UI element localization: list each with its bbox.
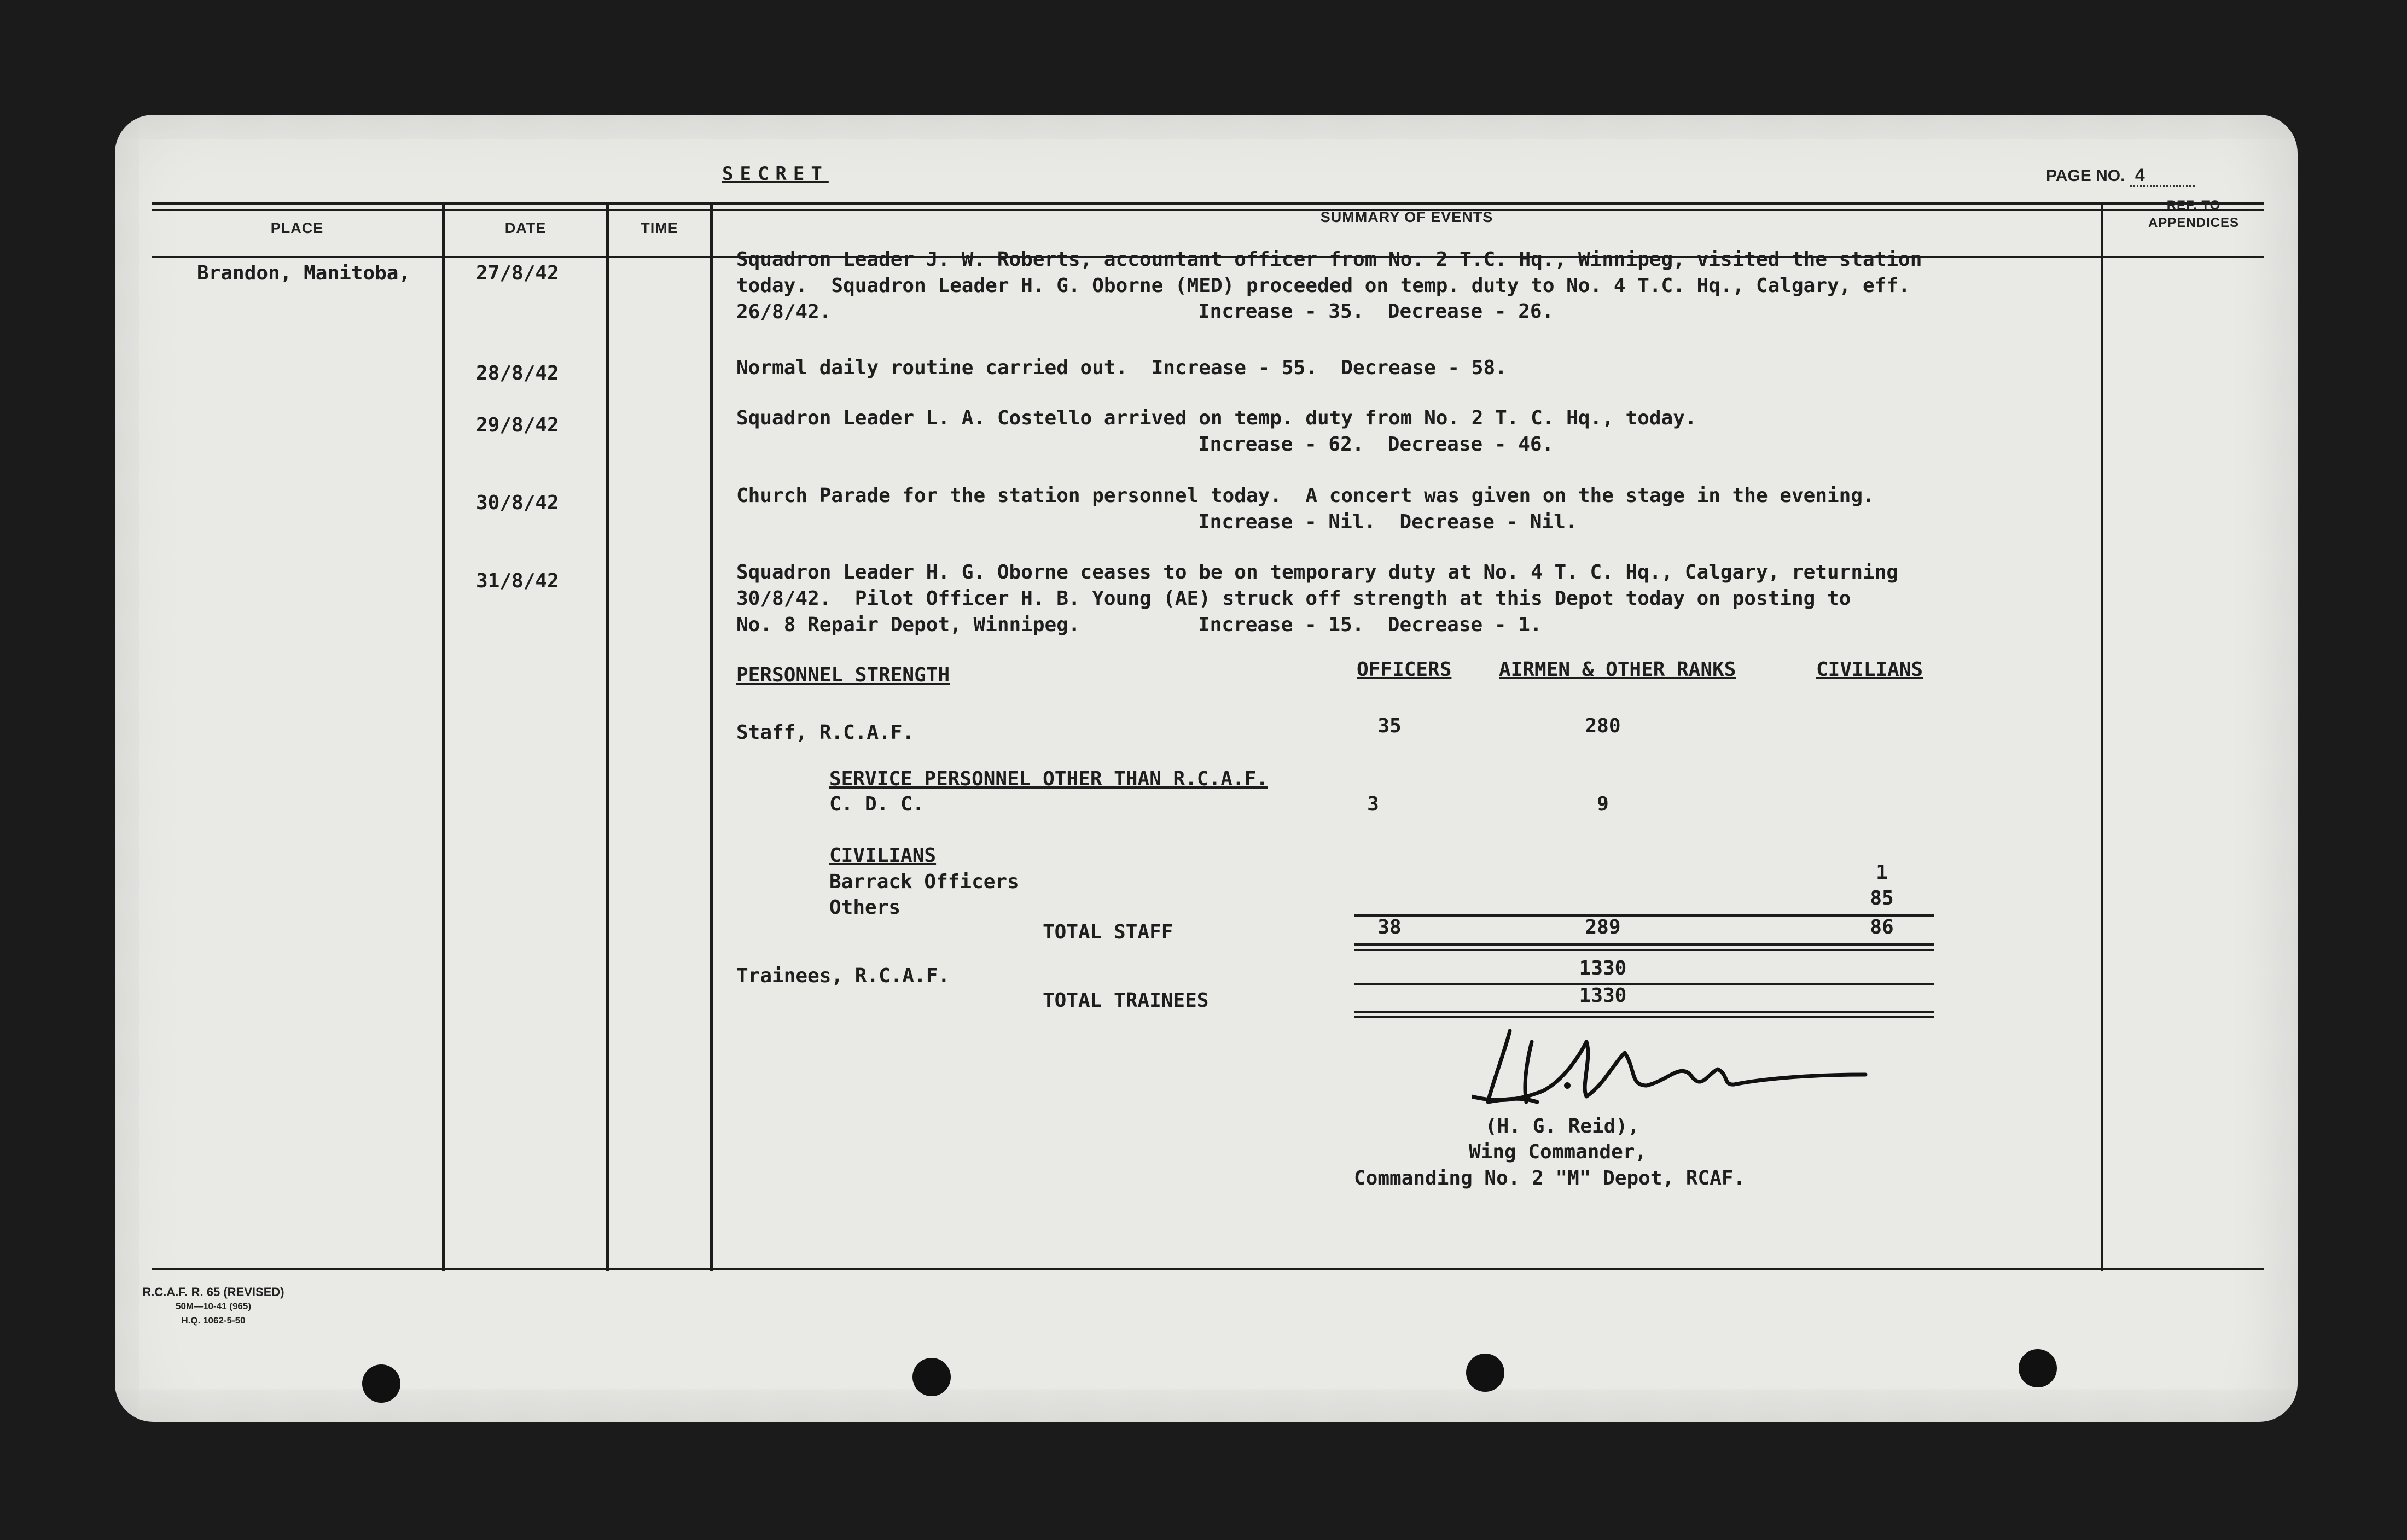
punch-hole [362,1364,400,1403]
strength-col-airmen: AIRMEN & OTHER RANKS [1499,658,1736,681]
barrack-label: Barrack Officers [829,871,1019,893]
entry-line: Increase - 35. Decrease - 26. [1198,300,1554,323]
page-label: PAGE NO. [2046,167,2125,185]
entry-date: 31/8/42 [476,570,559,592]
entry-line: Normal daily routine carried out. Increase - 55. Decrease - 58. [736,357,1507,379]
civilians-heading: CIVILIANS [829,844,937,867]
cdc-airmen: 9 [1597,793,1609,815]
total-trainees-label: TOTAL TRAINEES [1043,989,1209,1012]
strength-title: PERSONNEL STRENGTH [736,664,950,686]
place-text: Brandon, Manitoba, [197,262,411,284]
staff-airmen: 280 [1585,715,1621,737]
entry-date: 27/8/42 [476,262,559,284]
staff-officers: 35 [1377,715,1402,737]
total-trainees-airmen: 1330 [1579,984,1627,1007]
form-line: R.C.A.F. R. 65 (REVISED) [142,1285,284,1299]
cdc-officers: 3 [1367,793,1379,815]
table-bottom-rule [152,1268,2264,1270]
strength-col-civilians: CIVILIANS [1816,658,1923,681]
column-header-summary: SUMMARY OF EVENTS [1320,209,1493,225]
entry-line: Increase - 15. Decrease - 1. [1198,614,1542,636]
trainees-label: Trainees, R.C.A.F. [736,965,950,987]
column-header-ref: REF. TO APPENDICES [2148,198,2240,230]
punch-hole [2019,1349,2057,1387]
service-heading: SERVICE PERSONNEL OTHER THAN R.C.A.F. [829,768,1268,790]
entry-date: 28/8/42 [476,362,559,384]
column-rule [606,202,609,1271]
entry-line: Squadron Leader L. A. Costello arrived on temp. duty from No. 2 T. C. Hq., today. [736,407,1697,429]
form-line: 50M—10-41 (965) [176,1301,251,1311]
entry-line: Increase - 62. Decrease - 46. [1198,433,1554,456]
entry-date: 30/8/42 [476,492,559,514]
entry-line: 30/8/42. Pilot Officer H. B. Young (AE) struck off strength at this Depot today on posting to [736,587,1851,610]
form-number [142,1285,284,1328]
entry-line: Increase - Nil. Decrease - Nil. [1198,511,1578,533]
total-staff-bottom-rule [1354,943,1934,946]
total-trainees-bottom-rule [1354,1011,1934,1013]
entry-line: Church Parade for the station personnel today. A concert was given on the stage in the evening. [736,485,1875,507]
total-staff-civilians: 86 [1870,916,1894,938]
entry-line: 26/8/42. [736,301,832,323]
barrack-civilians: 1 [1876,861,1888,884]
staff-label: Staff, R.C.A.F. [736,721,915,744]
total-staff-bottom-rule-2 [1354,949,1934,951]
total-staff-label: TOTAL STAFF [1043,921,1173,943]
column-rule [442,202,445,1271]
others-civilians: 85 [1870,887,1894,909]
trainees-airmen: 1330 [1579,957,1627,979]
total-trainees-bottom-rule-2 [1354,1016,1934,1018]
punch-hole [1466,1354,1504,1392]
classification-label: SECRET [722,163,829,185]
entry-date: 29/8/42 [476,414,559,436]
column-header-date: DATE [504,220,546,236]
signature-position: Commanding No. 2 "M" Depot, RCAF. [1354,1167,1746,1189]
column-rule [2101,202,2103,1271]
page-number-label [2046,165,2195,187]
cdc-label: C. D. C. [829,793,925,815]
column-rule [710,202,713,1271]
total-staff-airmen: 289 [1585,916,1621,938]
signature-name: (H. G. Reid), [1485,1115,1639,1138]
others-label: Others [829,896,901,919]
document-sheet [115,115,2298,1422]
punch-hole [912,1358,951,1396]
signature-rank: Wing Commander, [1469,1141,1647,1163]
total-staff-officers: 38 [1377,916,1402,938]
column-header-place: PLACE [270,220,324,236]
page-number: 4 [2130,165,2195,187]
entry-line: today. Squadron Leader H. G. Oborne (MED) proceeded on temp. duty to No. 4 T.C. Hq., Calgary, eff. [736,275,1910,297]
strength-col-officers: OFFICERS [1357,658,1452,681]
form-line: H.Q. 1062-5-50 [181,1315,246,1326]
column-header-time: TIME [641,220,678,236]
entry-line: Squadron Leader J. W. Roberts, accountant officer from No. 2 T.C. Hq., Winnipeg, visited the station [736,248,1922,271]
table-top-rule [152,202,2264,205]
entry-line: Squadron Leader H. G. Oborne ceases to be on temporary duty at No. 4 T. C. Hq., Calgary, returning [736,561,1899,584]
entry-line: No. 8 Repair Depot, Winnipeg. [736,614,1080,636]
